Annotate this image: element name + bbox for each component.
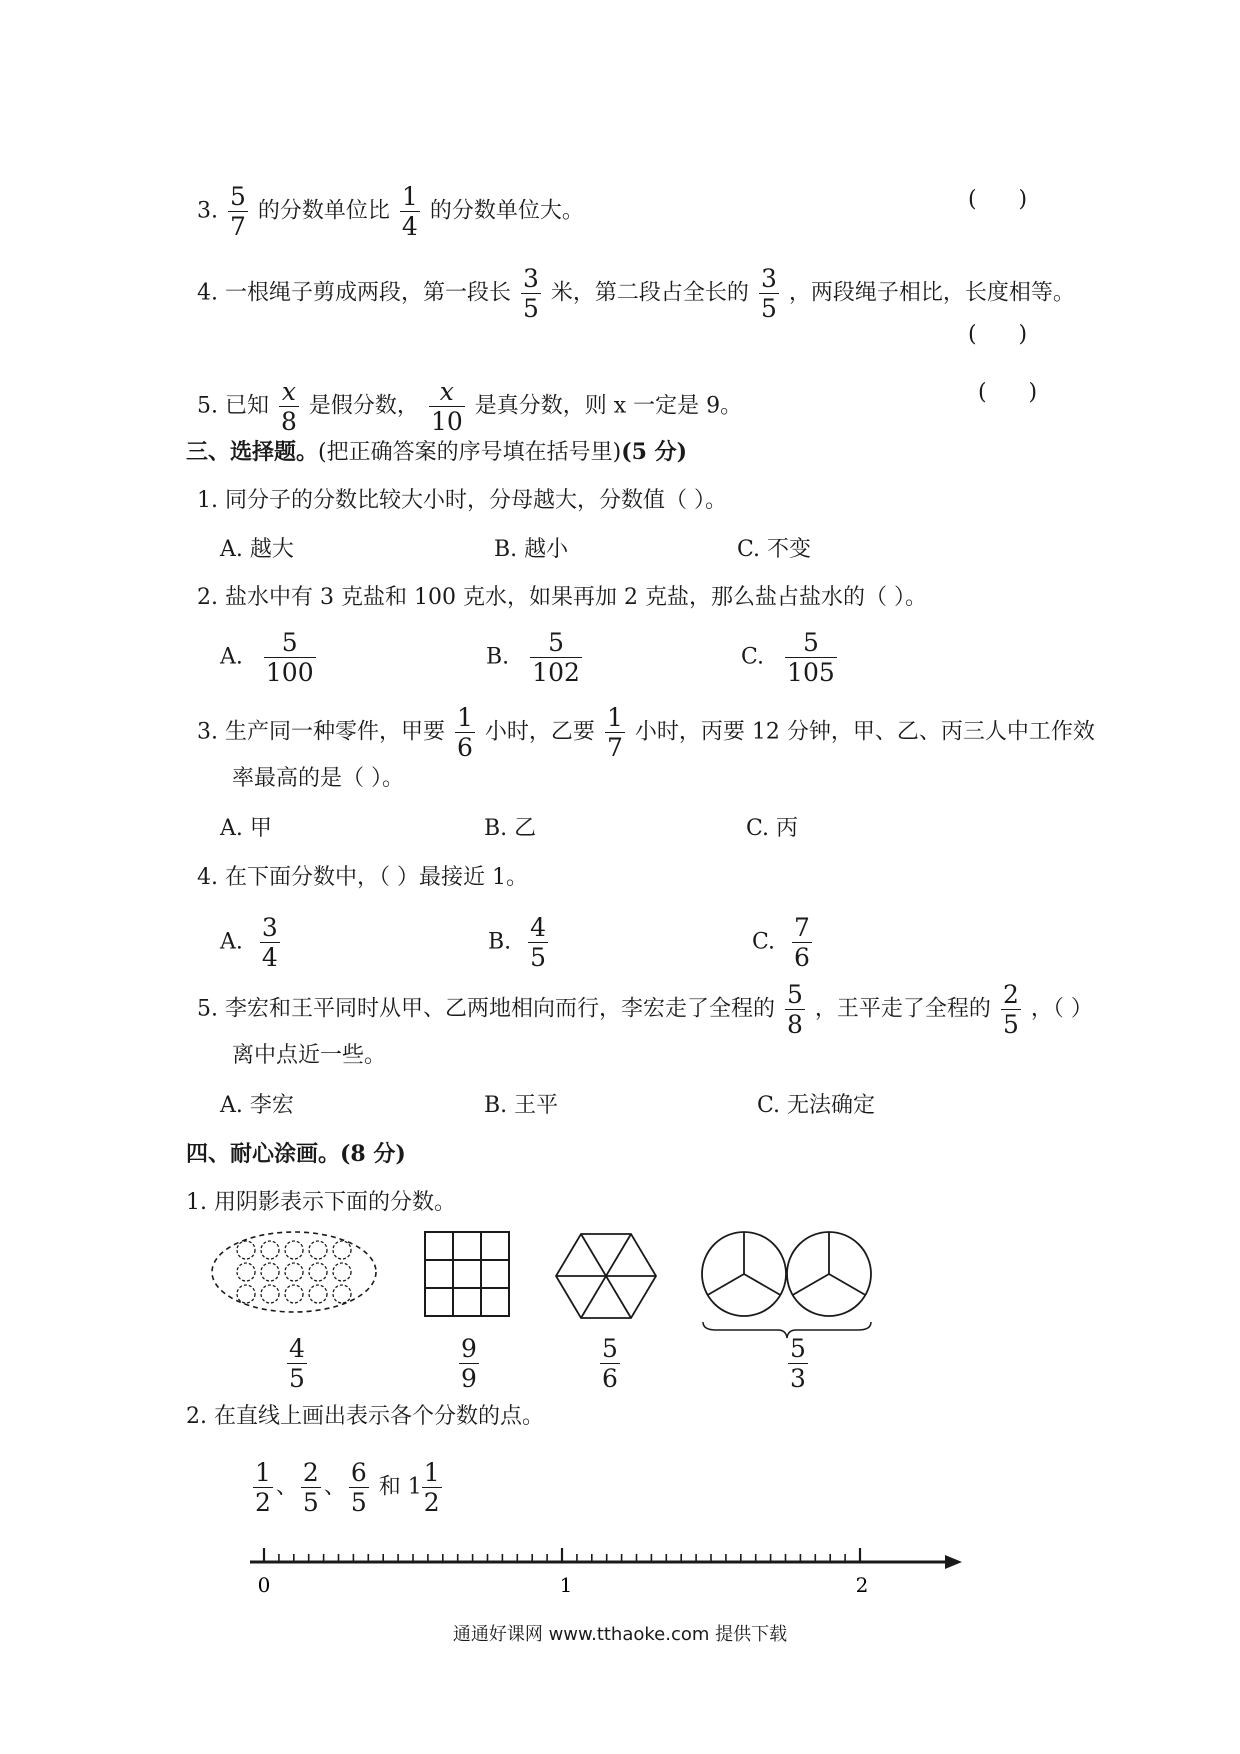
axis-label-2: 2 — [855, 1573, 869, 1597]
section-score: (8 分) — [340, 1141, 406, 1167]
choice-question-4 — [197, 863, 528, 893]
grid-square[interactable] — [425, 1232, 509, 1316]
question-text: 李宏和王平同时从甲、乙两地相向而行，李宏走了全程的 — [225, 996, 776, 1022]
fraction: $\frac{5}{102}$ — [532, 628, 580, 687]
question-number: 4. — [197, 865, 218, 890]
question-number: 4. — [197, 280, 218, 306]
shape-fraction-4: $\frac{5}{3}$ — [790, 1334, 806, 1393]
answer-blank[interactable]: ( ) — [968, 322, 1028, 347]
fraction-list: $\frac{1}{2}$ 、 $\frac{2}{5}$ 、 $\frac{6}{5}$ 和 1 $\frac{1}{2}$ — [255, 1458, 440, 1517]
answer-blank[interactable]: ( ) — [978, 380, 1038, 405]
option-label: B. — [488, 929, 512, 955]
option-b[interactable] — [488, 915, 551, 970]
option-c[interactable]: C. 丙 — [746, 816, 799, 841]
fraction: $\frac{7}{6}$ — [794, 913, 810, 972]
section-heading — [186, 1139, 406, 1169]
option-c[interactable]: C. 无法确定 — [757, 1093, 876, 1118]
section-title: 四、耐心涂画。 — [186, 1141, 341, 1167]
question-text: ，（ ） — [1030, 996, 1093, 1022]
option-a[interactable]: A. 甲 — [220, 816, 272, 841]
shape-fraction-1: $\frac{4}{5}$ — [289, 1334, 305, 1393]
question-text: 米，第二段占全长的 — [550, 280, 749, 306]
fraction: $\frac{1}{4}$ — [401, 182, 418, 241]
question-text: 已知 — [225, 393, 270, 419]
fraction: $\frac{1}{7}$ — [606, 703, 623, 762]
axis-ticks — [264, 1548, 860, 1562]
fraction: $\frac{3}{4}$ — [261, 913, 278, 972]
hexagon[interactable] — [556, 1234, 656, 1318]
question-text: 在下面分数中，（ ）最接近 1。 — [225, 865, 528, 890]
option-b[interactable]: B. 王平 — [484, 1093, 559, 1118]
question-text-line2: 率最高的是（ ）。 — [232, 766, 404, 791]
axis-label-0: 0 — [257, 1573, 271, 1597]
option-label: C. — [741, 644, 765, 670]
fraction: $\frac{1}{6}$ — [457, 703, 473, 762]
fraction: $\frac{3}{5}$ — [523, 264, 539, 323]
fraction: $\frac{4}{5}$ — [530, 913, 547, 972]
fraction: $\frac{3}{5}$ — [760, 264, 777, 323]
option-a[interactable] — [220, 915, 283, 970]
footer-credit: 通通好课网 www.tthaoke.com 提供下载 — [452, 1624, 788, 1645]
question-text: 一根绳子剪成两段，第一段长 — [225, 280, 512, 306]
judge-question-4 — [197, 266, 1075, 321]
question-number: 5. — [197, 996, 218, 1022]
question-text: 的分数单位大。 — [429, 198, 584, 224]
choice-question-1 — [197, 486, 727, 516]
fraction: $\frac{2}{5}$ — [1002, 980, 1019, 1039]
question-text: 生产同一种零件，甲要 — [225, 719, 446, 745]
option-a[interactable] — [220, 630, 319, 685]
judge-question-5 — [197, 379, 742, 434]
fraction: $\frac{5}{7}$ — [230, 182, 246, 241]
number-line[interactable] — [0, 1530, 1240, 1620]
axis-arrow — [945, 1555, 962, 1569]
drawing-question-2 — [186, 1402, 544, 1432]
section-heading — [186, 437, 687, 468]
question-number: 1. — [186, 1190, 207, 1215]
question-text: ，王平走了全程的 — [814, 996, 991, 1022]
question-text: ，两段绳子相比，长度相等。 — [788, 280, 1075, 306]
fraction: $\frac{5}{105}$ — [787, 628, 835, 687]
fraction: $\frac{5}{100}$ — [265, 628, 314, 687]
option-c[interactable]: C. 不变 — [737, 537, 812, 562]
section-score: (5 分) — [621, 439, 687, 465]
option-label: C. — [752, 929, 776, 955]
shape-fraction-3: $\frac{5}{6}$ — [602, 1334, 618, 1393]
option-c[interactable] — [752, 915, 815, 970]
question-number: 3. — [197, 198, 218, 224]
option-b[interactable]: B. 越小 — [494, 537, 569, 562]
choice-question-3 — [197, 705, 1095, 760]
question-text: 小时，丙要 12 分钟，甲、乙、丙三人中工作效 — [634, 719, 1095, 745]
answer-blank[interactable]: ( ) — [968, 187, 1028, 212]
judge-question-3 — [197, 184, 584, 239]
choice-question-2 — [197, 583, 927, 613]
fraction: $\frac{5}{8}$ — [787, 980, 803, 1039]
question-text: 在直线上画出表示各个分数的点。 — [214, 1404, 545, 1429]
question-number: 5. — [197, 393, 218, 419]
question-text: 同分子的分数比较大小时，分母越大，分数值（ ）。 — [225, 488, 727, 513]
option-b[interactable] — [486, 630, 585, 685]
option-label: A. — [220, 929, 243, 955]
fraction: $\frac{x}{8}$ — [281, 377, 297, 436]
question-number: 2. — [197, 585, 218, 610]
section-title: 三、选择题。 — [186, 439, 319, 465]
option-a[interactable]: A. 李宏 — [220, 1093, 294, 1118]
question-text: 的分数单位比 — [257, 198, 390, 224]
option-label: B. — [486, 644, 510, 670]
drawing-question-1 — [186, 1188, 456, 1218]
question-text: 盐水中有 3 克盐和 100 克水，如果再加 2 克盐，那么盐占盐水的（ ）。 — [225, 585, 927, 610]
two-circles[interactable] — [702, 1232, 871, 1316]
shape-fraction-2: $\frac{9}{9}$ — [461, 1334, 477, 1393]
oval-of-circles[interactable] — [212, 1232, 376, 1312]
option-a[interactable]: A. 越大 — [220, 537, 294, 562]
option-label: A. — [220, 644, 243, 670]
choice-question-5 — [197, 982, 1093, 1037]
option-b[interactable]: B. 乙 — [484, 816, 537, 841]
question-text: 小时，乙要 — [484, 719, 595, 745]
question-text: 用阴影表示下面的分数。 — [214, 1190, 457, 1215]
question-number: 2. — [186, 1404, 207, 1429]
option-c[interactable] — [741, 630, 840, 685]
question-number: 3. — [197, 719, 218, 745]
question-number: 1. — [197, 488, 218, 513]
fraction: $\frac{x}{10}$ — [430, 377, 463, 436]
axis-label-1: 1 — [559, 1573, 573, 1597]
question-text-line2: 离中点近一些。 — [232, 1043, 387, 1068]
question-text: 是真分数，则 x 一定是 9。 — [474, 393, 743, 419]
section-note: (把正确答案的序号填在括号里) — [318, 440, 622, 465]
question-text: 是假分数， — [308, 393, 419, 419]
